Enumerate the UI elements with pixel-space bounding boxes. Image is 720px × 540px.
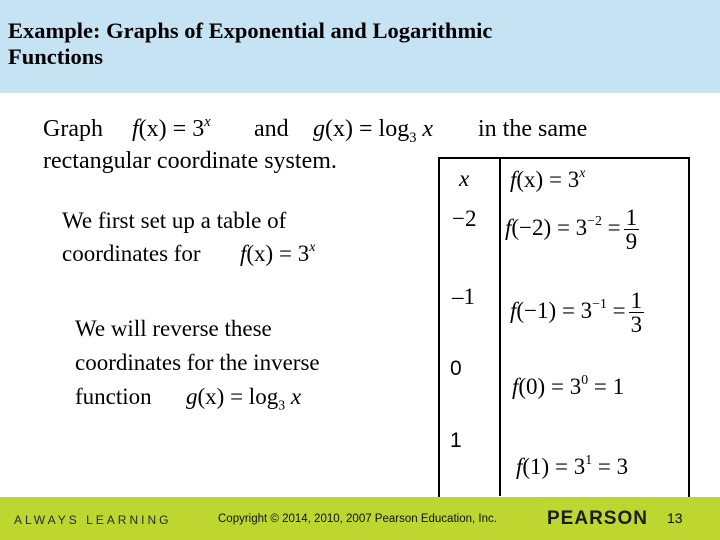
g-symbol: g [186,384,198,409]
fraction [629,289,645,336]
g-definition [313,116,434,146]
f-exponent: 0 [581,371,589,387]
fraction [624,206,640,253]
f-equals: = 3 [556,214,588,240]
note1-line-2: coordinates for [62,241,201,266]
note2-line-2: coordinates for the inverse [75,350,320,375]
table-row-1-x: −2 [452,206,477,231]
f-equals-2: = [607,214,621,240]
f-result: = 3 [597,454,629,479]
f-equals: = 3 [172,116,205,142]
f-argument: (x) [516,167,544,192]
f-equals: = 3 [548,167,580,192]
f-exponent: −1 [592,295,607,311]
g-equals-log: = log [230,384,279,409]
g-argument: (x) [325,116,353,142]
table-row-2-f [510,289,644,336]
table-row-2-x: –1 [452,284,475,309]
table-row-1-f [505,206,639,253]
f-symbol: f [512,374,519,399]
f-definition [132,113,211,143]
f-symbol: f [516,454,523,479]
f-symbol: f [510,297,517,323]
intro-line-2: rectangular coordinate system. [43,148,337,174]
g-variable: x [422,116,434,142]
denominator: 9 [625,229,638,254]
table-column-divider [499,157,501,496]
page-title [8,18,708,70]
title-line-1: Example: Graphs of Exponential and Logarithmic [8,18,493,43]
note2-line-1: We will reverse these [75,316,272,341]
graph-word: Graph [43,116,103,142]
f-argument: (−1) [516,297,557,323]
f-argument: (x) [138,116,167,142]
g-equals-log: = log [358,116,410,142]
table-header-f [510,164,586,193]
g-argument: (x) [197,384,225,409]
f-symbol: f [510,167,517,192]
log-base: 3 [409,129,417,146]
page-number: 13 [667,510,683,526]
f-equals: = 3 [561,297,593,323]
f-equals-2: = [612,297,626,323]
f-equals: = 3 [550,374,582,399]
f-symbol: f [132,116,139,142]
f-result: = 1 [593,374,625,399]
f-equals: = 3 [554,454,586,479]
g-symbol: g [313,116,325,142]
f-exponent: −2 [587,212,602,228]
copyright-notice: Copyright © 2014, 2010, 2007 Pearson Education, Inc. [218,513,497,525]
f-argument: (−2) [511,214,552,240]
note1-line-1: We first set up a table of [62,208,287,233]
numerator: 1 [625,205,638,230]
f-exponent: x [204,113,211,130]
numerator: 1 [630,288,643,313]
f-argument: (x) [246,241,274,266]
f-symbol: f [240,241,247,266]
table-row-4-f [516,451,629,480]
title-line-2: Functions [8,44,104,69]
f-exponent: x [309,238,316,254]
f-argument: (0) [518,374,546,399]
table-row-4-x: 1 [450,429,462,452]
pearson-logo: PEARSON [547,508,648,529]
and-word: and [254,116,289,142]
table-header-x: x [459,166,470,191]
f-symbol: f [505,214,512,240]
note2-line-3: function [75,384,152,409]
table-row-3-x: 0 [450,357,462,380]
denominator: 3 [630,312,643,337]
f-equals: = 3 [278,241,310,266]
table-row-3-f [512,371,625,400]
log-base: 3 [278,397,286,413]
f-exponent: x [579,164,586,180]
intro-rest: in the same [478,116,588,142]
always-learning-tagline: ALWAYS LEARNING [14,513,172,527]
f-exponent: 1 [585,451,593,467]
f-argument: (1) [522,454,550,479]
note2-g-definition [186,384,302,413]
g-variable: x [290,384,302,409]
note1-f-definition [240,238,316,267]
